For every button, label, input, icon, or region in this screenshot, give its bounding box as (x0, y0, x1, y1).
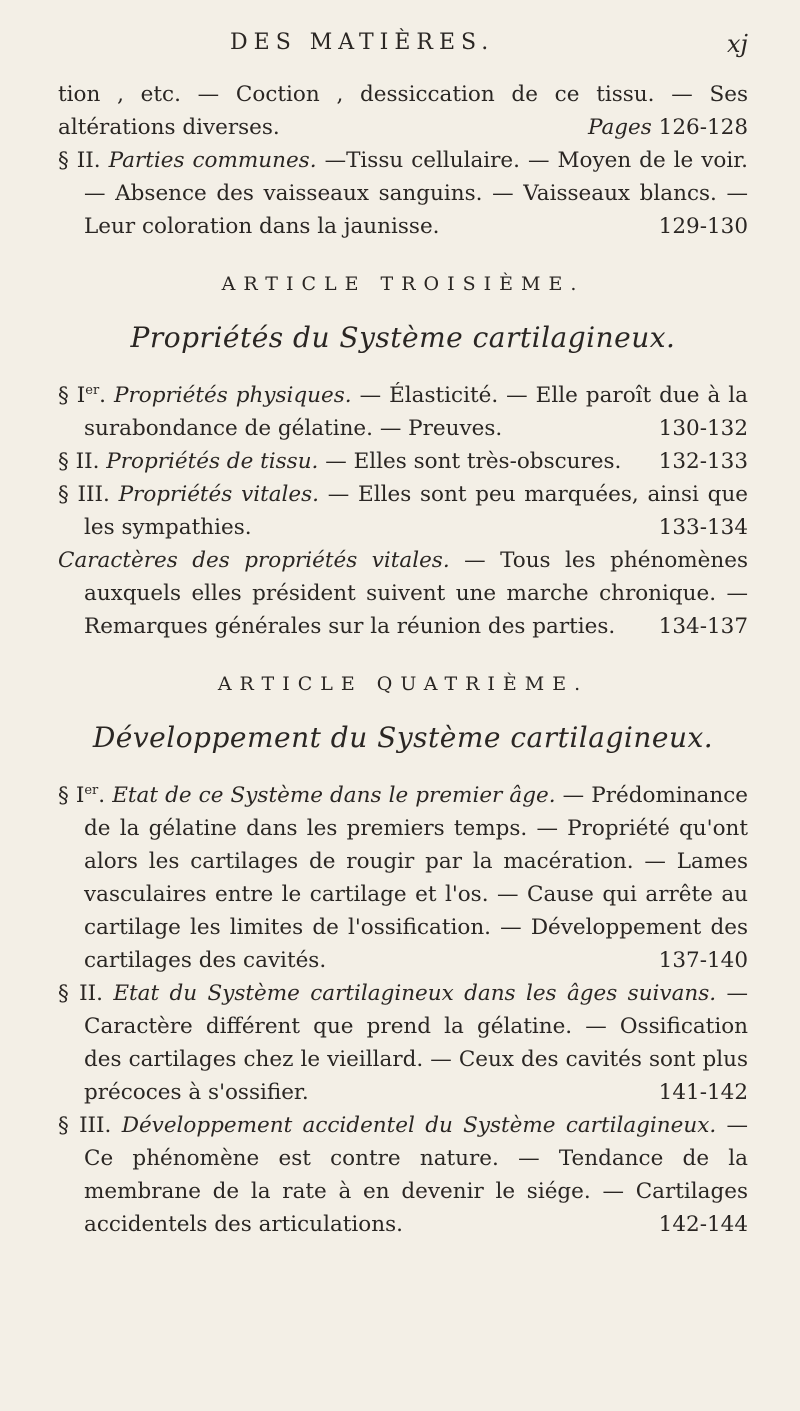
entry-title: Propriétés de tissu. (106, 449, 319, 474)
running-head (58, 30, 748, 78)
section-title: Propriétés du Système cartilagineux. (130, 321, 676, 354)
entry-pages (588, 111, 748, 144)
pages-range: 126-128 (658, 115, 748, 140)
entry-pages: 129-130 (658, 214, 748, 239)
entry-pages: 134-137 (658, 614, 748, 639)
toc-entry (58, 544, 748, 643)
toc-entry-continuation (58, 78, 748, 144)
entry-text: —Tissu cellulaire. — Moyen de le voir. — Absence des vaisseaux sanguins. — Vaisseaux blancs. — Leur coloration dans la jaunisse. (84, 148, 749, 239)
entry-text: — Prédominance de la gélatine dans les premiers temps. — Propriété qu'ont alors les cartilages de rougir par la macération. — Lames vasculaires entre le cartilage et l'os. — Cause qui arrête au cartilage les limites de l'ossification. — Développement des cartilages des cavités. (84, 783, 748, 973)
entry-text: — Tous les phénomènes auxquels elles président suivent une marche chronique. — Remarques générales sur la réunion des parties. (84, 548, 748, 639)
article-heading: ARTICLE TROISIÈME. (221, 273, 585, 295)
entry-title: Etat du Système cartilagineux dans les âges suivans. (113, 981, 717, 1006)
entry-title: Propriétés physiques. (114, 383, 352, 408)
toc-entry (58, 1109, 748, 1241)
entry-pages: 130-132 (658, 416, 748, 441)
section-sign: § II. (58, 449, 100, 474)
entry-pages: 137-140 (658, 948, 748, 973)
entry-text: — Elles sont très-obscures. (325, 449, 622, 474)
entry-text: — Elles sont peu marquées, ainsi que les sympathies. (84, 482, 749, 540)
entry-pages: 132-133 (658, 449, 748, 474)
entry-text: tion , etc. — Coction , dessiccation de ce tissu. — Ses altérations diverses. (58, 82, 748, 140)
entry-title: Parties communes. (108, 148, 317, 173)
section-title: Développement du Système cartilagineux. (92, 721, 714, 754)
article-heading: ARTICLE QUATRIÈME. (217, 673, 589, 695)
section-sign: § I (58, 783, 85, 808)
section-sign: § II. (58, 981, 103, 1006)
section-sign: § III. (58, 1113, 112, 1138)
entry-title: Développement accidentel du Système cartilagineux. (121, 1113, 717, 1138)
running-head-title: DES MATIÈRES. (230, 30, 495, 55)
section-sign: § II. (58, 148, 101, 173)
entry-text: — Élasticité. — Elle paroît due à la surabondance de gélatine. — Preuves. (84, 383, 748, 441)
entry-text: — Ce phénomène est contre nature. — Tendance de la membrane de la rate à en devenir le siége. — Cartilages accidentels des articulations. (84, 1113, 749, 1237)
entry-title: Caractères des propriétés vitales. (58, 548, 450, 573)
toc-entry: § Ier. Etat de ce Système dans le premier âge. — Prédominance de la gélatine dans les premiers temps. — Propriété qu'ont alors les cartilages de rougir par la macération. — Lames vasculaires entre le cartilage et l'os. — Cause qui arrête au cartilage les limites de l'ossification. — Développement des cartilages des cavités. 137-140 (58, 774, 748, 977)
entry-pages: 142-144 (658, 1212, 748, 1237)
toc-entry (58, 478, 748, 544)
toc-entry (58, 977, 748, 1109)
section-sign: § III. (58, 482, 110, 507)
ordinal-sup: er (84, 783, 99, 798)
pages-label: Pages (587, 115, 652, 140)
entry-pages: 141-142 (658, 1080, 748, 1105)
toc-entry: § Ier. Propriétés physiques. — Élasticité. — Elle paroît due à la surabondance de gélatine. — Preuves. 130-132 (58, 374, 748, 445)
entry-pages: 133-134 (658, 515, 748, 540)
entry-title: Etat de ce Système dans le premier âge. (112, 783, 556, 808)
section-sign: § I (58, 383, 86, 408)
page (58, 30, 748, 1241)
toc-entry (58, 144, 748, 243)
page-number: xj (727, 30, 748, 58)
entry-text: — Caractère différent que prend la gélatine. — Ossification des cartilages chez le vieillard. — Ceux des cavités sont plus précoces à s'ossifier. (84, 981, 748, 1105)
entry-title: Propriétés vitales. (118, 482, 320, 507)
ordinal-sup: er (85, 383, 100, 398)
toc-entry (58, 445, 748, 478)
